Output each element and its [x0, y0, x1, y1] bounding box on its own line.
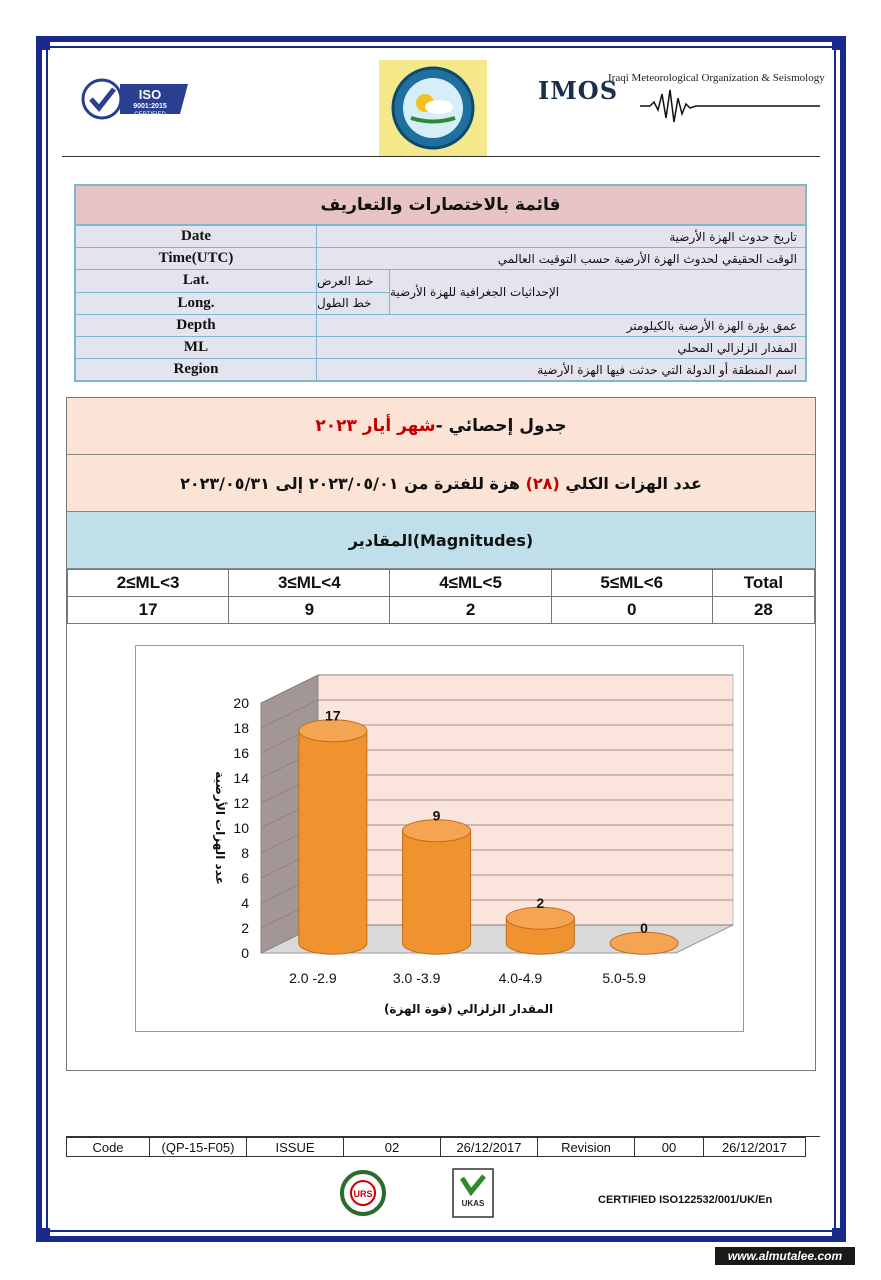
y-tick-label: 8	[241, 845, 249, 861]
corner-ornament	[832, 36, 846, 50]
table-row	[67, 1138, 806, 1157]
abbr-en: Date	[76, 226, 317, 247]
table-cell: 2	[390, 597, 551, 624]
table-cell: 0	[551, 597, 712, 624]
footer-cell: Revision	[538, 1138, 635, 1157]
header-divider	[62, 156, 820, 157]
x-axis-title: المقدار الزلزالي (قوة الهزة)	[383, 1002, 554, 1016]
abbr-ar: الوقت الحقيقي لحدوث الهزة الأرضية حسب التوقيت العالمي	[497, 251, 797, 266]
y-tick-label: 16	[233, 745, 249, 761]
table-cell: 9	[229, 597, 390, 624]
abbr-en: Depth	[76, 315, 317, 336]
document-control-table	[66, 1137, 806, 1157]
y-tick-label: 14	[233, 770, 249, 786]
corner-ornament	[36, 1228, 50, 1242]
abbr-lat-en: Lat.	[76, 270, 316, 293]
footer-cell: Code	[67, 1138, 150, 1157]
y-tick-label: 12	[233, 795, 249, 811]
count-period: هزة للفترة من ٢٠٢٣/٠٥/٠١ إلى ٢٠٢٣/٠٥/٣١	[180, 473, 521, 493]
abbr-ar: المقدار الزلزالي المحلي	[677, 340, 797, 355]
iso-certified-label: CERTIFIED	[134, 112, 166, 118]
certification-text: CERTIFIED ISO122532/001/UK/En	[598, 1194, 773, 1206]
abbr-lat-ar: خط العرض	[317, 270, 389, 293]
total-count-line	[67, 455, 815, 512]
imos-wordmark: IMOS	[538, 76, 619, 105]
footer-cell: 02	[344, 1138, 441, 1157]
abbr-en: ML	[76, 337, 317, 358]
data-label: 17	[325, 707, 341, 724]
abbr-ar: اسم المنطقة أو الدولة التي حدثت فيها الهزة الأرضية	[537, 362, 797, 377]
chart-container	[135, 645, 744, 1032]
x-tick-label: 5.0-5.9	[602, 970, 646, 986]
organization-emblem	[379, 60, 487, 156]
y-tick-label: 2	[241, 920, 249, 936]
imos-logo	[538, 76, 618, 105]
abbr-row-ml	[76, 337, 805, 359]
y-tick-label: 6	[241, 870, 249, 886]
seismograph-icon	[640, 88, 820, 124]
abbr-coords-desc: الإحداثيات الجغرافية للهزة الأرضية	[390, 285, 560, 299]
data-label: 9	[432, 807, 441, 824]
y-tick-label: 10	[233, 820, 249, 836]
y-tick-label: 0	[241, 945, 249, 961]
count-value: (٢٨)	[525, 473, 560, 493]
count-prefix: عدد الهزات الكلي	[565, 473, 702, 493]
emblem-icon	[383, 63, 483, 153]
statistics-title	[67, 398, 815, 455]
data-label: 0	[640, 920, 648, 937]
iso-word: ISO	[138, 87, 162, 102]
abbr-ar: عمق بؤرة الهزة الأرضية بالكيلومتر	[626, 318, 797, 333]
y-tick-label: 4	[241, 895, 249, 911]
x-tick-label: 3.0 -3.9	[392, 970, 441, 986]
y-tick-label: 20	[233, 695, 249, 711]
abbr-en: Time(UTC)	[76, 248, 317, 269]
abbr-long-en: Long.	[177, 294, 215, 311]
table-header-row	[68, 570, 815, 597]
footer-cell: ISSUE	[247, 1138, 344, 1157]
y-tick-label: 18	[233, 720, 249, 736]
statistics-title-label: جدول إحصائي -	[435, 416, 567, 436]
table-cell: 28	[712, 597, 814, 624]
bar-body	[403, 831, 471, 955]
abbr-en: Region	[76, 359, 317, 380]
imos-subtitle: Iraqi Meteorological Organization & Seismology	[608, 72, 825, 84]
abbreviations-table	[74, 184, 807, 382]
table-row	[68, 597, 815, 624]
table-header-cell: 2≤ML<3	[68, 570, 229, 597]
ukas-logo	[452, 1168, 494, 1218]
magnitude-bar-chart	[136, 646, 743, 1031]
urs-label: URS	[353, 1189, 373, 1199]
abbr-ar: تاريخ حدوث الهزة الأرضية	[669, 229, 797, 244]
iso-certified-logo	[80, 78, 192, 120]
table-header-cell: Total	[712, 570, 814, 597]
corner-ornament	[36, 36, 50, 50]
abbr-row-time	[76, 248, 805, 270]
ukas-label: UKAS	[461, 1199, 485, 1208]
x-tick-label: 4.0-4.9	[498, 970, 543, 986]
abbr-row-depth	[76, 315, 805, 337]
table-header-cell: 4≤ML<5	[390, 570, 551, 597]
x-tick-label: 2.0 -2.9	[289, 970, 337, 986]
table-header-cell: 3≤ML<4	[229, 570, 390, 597]
abbr-row-latlong	[76, 270, 805, 315]
website-watermark: www.almutalee.com	[715, 1247, 855, 1265]
table-header-cell: 5≤ML<6	[551, 570, 712, 597]
footer-cell: 26/12/2017	[441, 1138, 538, 1157]
footer-cell: 00	[635, 1138, 704, 1157]
statistics-section	[66, 397, 816, 1071]
footer-cell: 26/12/2017	[704, 1138, 806, 1157]
corner-ornament	[832, 1228, 846, 1242]
data-label: 2	[536, 895, 545, 912]
statistics-title-month: شهر أيار ٢٠٢٣	[315, 416, 436, 436]
magnitude-table	[67, 569, 815, 624]
abbreviations-title: قائمة بالاختصارات والتعاريف	[76, 186, 805, 226]
iso-number: 9001:2015	[133, 103, 167, 110]
y-axis-title: عدد الهزات الأرضية	[213, 771, 227, 885]
bar-body	[299, 731, 367, 955]
magnitudes-header: المقادير(Magnitudes)	[67, 512, 815, 569]
table-cell: 17	[68, 597, 229, 624]
urs-logo	[336, 1170, 390, 1216]
abbr-row-date	[76, 226, 805, 248]
footer-cell: (QP-15-F05)	[150, 1138, 247, 1157]
abbr-long-ar: خط الطول	[317, 296, 372, 311]
abbr-row-region	[76, 359, 805, 380]
